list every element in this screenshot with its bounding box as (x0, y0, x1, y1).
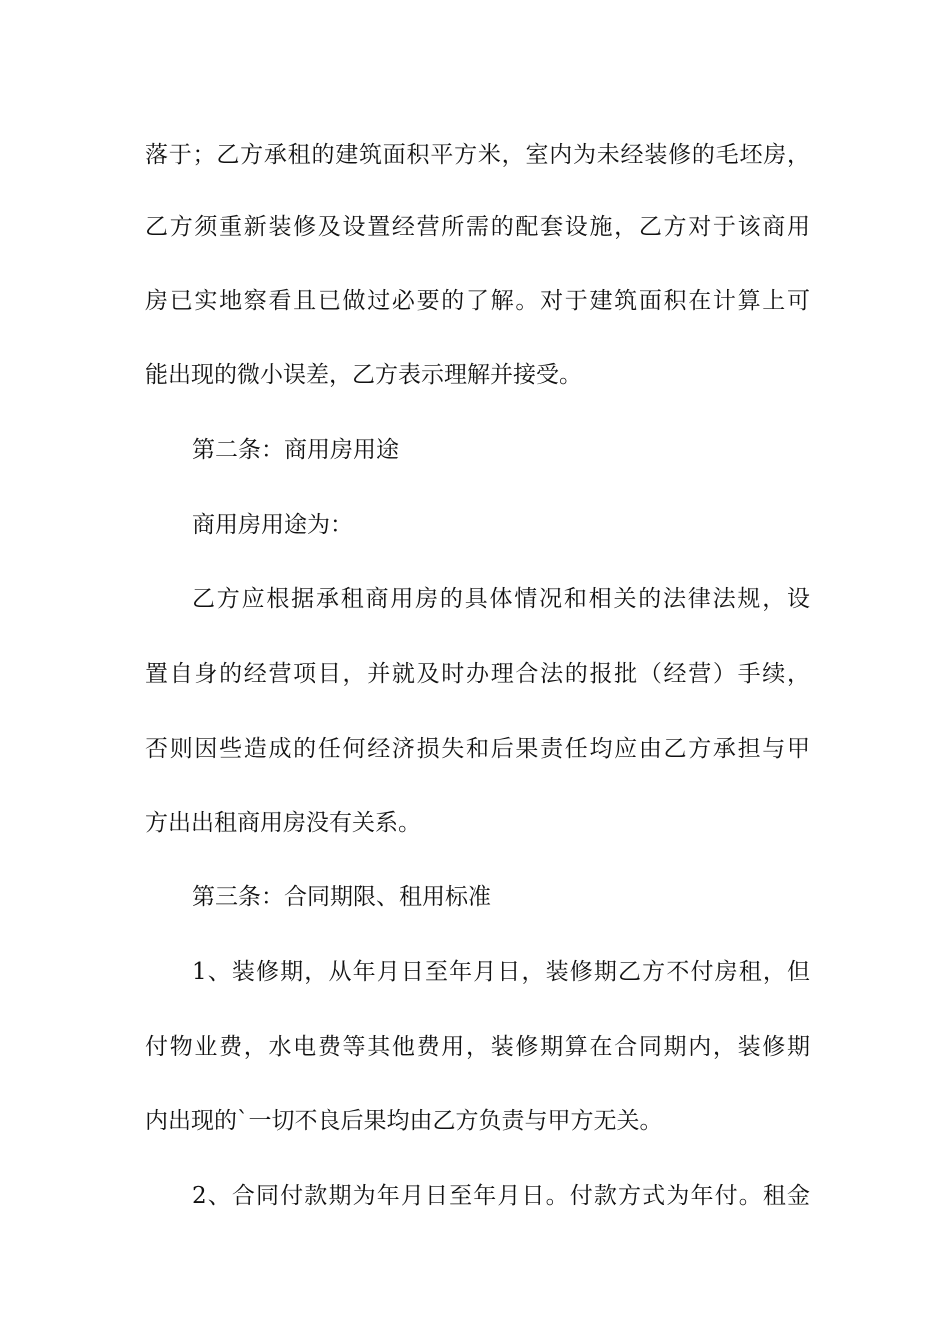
paragraph-line: 1、装修期，从年月日至年月日，装修期乙方不付房租，但 (192, 959, 810, 985)
paragraph-line: 能出现的微小误差，乙方表示理解并接受。 (145, 362, 582, 388)
paragraph-line: 乙方须重新装修及设置经营所需的配套设施，乙方对于该商用 (145, 214, 810, 240)
section-heading: 第三条：合同期限、租用标准 (192, 884, 491, 910)
paragraph-line: 房已实地察看且已做过必要的了解。对于建筑面积在计算上可 (145, 288, 810, 314)
paragraph-line: 否则因些造成的任何经济损失和后果责任均应由乙方承担与甲 (145, 736, 810, 762)
paragraph-line: 方出出租商用房没有关系。 (145, 810, 421, 836)
paragraph-line: 2、合同付款期为年月日至年月日。付款方式为年付。租金 (192, 1183, 810, 1209)
paragraph-line: 商用房用途为： (192, 512, 353, 538)
paragraph-line: 付物业费，水电费等其他费用，装修期算在合同期内，装修期 (145, 1034, 810, 1060)
paragraph-line: 乙方应根据承租商用房的具体情况和相关的法律法规，设 (192, 586, 810, 612)
paragraph-line: 落于；乙方承租的建筑面积平方米，室内为未经装修的毛坯房， (145, 142, 810, 168)
paragraph-line: 内出现的`一切不良后果均由乙方负责与甲方无关。 (145, 1108, 663, 1134)
section-heading: 第二条：商用房用途 (192, 437, 399, 463)
paragraph-line: 置自身的经营项目，并就及时办理合法的报批（经营）手续， (145, 661, 810, 687)
